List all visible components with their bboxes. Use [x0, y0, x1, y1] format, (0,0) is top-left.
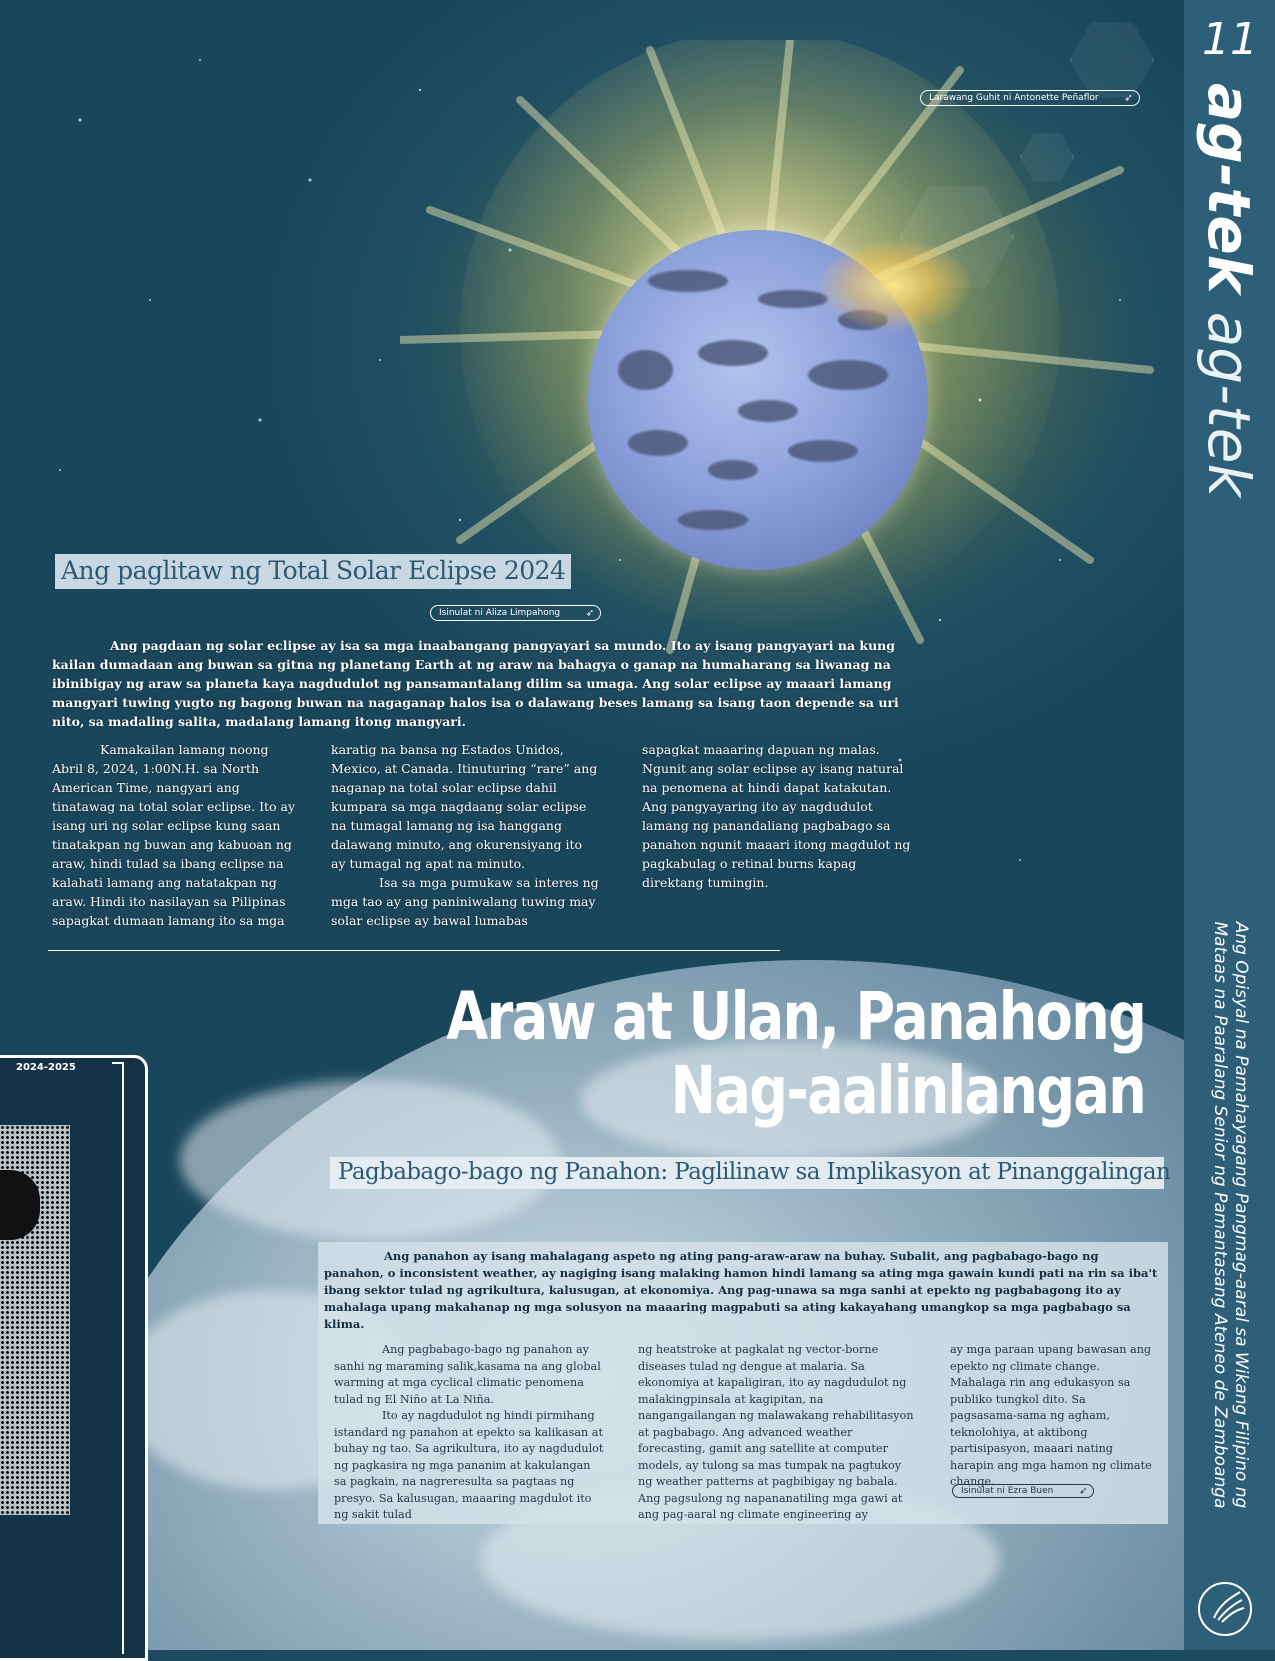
article2-col1-paragraph-a: Ang pagbabago-bago ng panahon ay sanhi ng maraming salik,kasama na ang global warming at mga cyclical climatic penomena tulad ng El Niño at La Niña.: [334, 1343, 601, 1406]
sun-flare: [820, 240, 970, 330]
article2-column-3: [950, 1342, 1156, 1491]
article2-col1-paragraph-b: Ito ay nagdudulot ng hindi pirmihang istandard ng panahon at epekto sa kalikasan at buhay ng tao. Sa agrikultura, ito ay nagdudulot ng pagkasira ng mga pananim at kakulangan sa pagkain, na nagreresulta sa pagtaas ng presyo. Sa kalusugan, maaaring magdulot ito ng sakit tulad: [334, 1409, 604, 1521]
article1-column-3: [642, 740, 912, 892]
illustration-credit-text: Larawang Guhit ni Antonette Peñaflor: [929, 93, 1099, 103]
article1-col2-paragraph-b: Isa sa mga pumukaw sa interes ng mga tao ay ang paniniwalang tuwing may solar eclipse ay bawal lumabas: [331, 875, 599, 928]
article2-byline: [952, 1484, 1094, 1498]
article2-title-line1: Araw at Ulan, Panahong: [446, 978, 1145, 1055]
bird-icon: ➶: [585, 608, 595, 619]
publication-name: Ang Opisyal na Pamahayagang Pangmag-aaral sa Wikang Filipino ng Mataas na Paaralang Senior ng Pamantasang Ateneo de Zamboanga: [1210, 921, 1251, 1509]
illustration-credit: [920, 90, 1140, 106]
article2-column-2: [638, 1342, 914, 1524]
article1-column-1: [52, 740, 300, 930]
article2-col3-paragraph: ay mga paraan upang bawasan ang epekto ng climate change. Mahalaga rin ang edukasyon sa publiko tungkol dito. Sa pagsasama-sama ng agham, teknolohiya, at aktibong partisipasyon, maaari nating harapin ang mga hamon ng climate change.: [950, 1343, 1152, 1488]
page-number: 11: [1202, 14, 1258, 65]
article1-title: Ang paglitaw ng Total Solar Eclipse 2024: [61, 556, 566, 585]
section-name: [1195, 83, 1263, 497]
publication-logo-icon: [1198, 1582, 1252, 1636]
article2-byline-text: Isinulat ni Ezra Buen: [961, 1486, 1054, 1496]
article1-title-box: [55, 554, 571, 589]
article1-col1-paragraph: Kamakailan lamang noong Abril 8, 2024, 1:00N.H. sa North American Time, nangyari ang tinatawag na total solar eclipse. Ito ay isang uri ng solar eclipse kung saan tinatakpan ng buwan ang kabuoan ng araw, hindi tulad sa ibang eclipse na kalahati lamang ang natatakpan ng araw. Hindi ito nasilayan sa Pilipinas sapagkat dumaan lamang ito sa mga: [52, 742, 296, 928]
article1-lead: Ang pagdaan ng solar eclipse ay isa sa mga inaabangang pangyayari sa mundo. Ito ay isang pangyayari na kung kailan dumadaan ang buwan sa gitna ng planetang Earth at ng araw na bahagya o ganap na humaharang sa liwanag na ibinibigay ng araw sa planeta kaya nagdudulot ng pansamantalang dilim sa umaga. Ang solar eclipse ay maaari lamang mangyari tuwing yugto ng bagong buwan na nagaganap halos isa o dalawang beses lamang sa isang taon depende sa uri nito, sa madaling salita, madalang lamang itong mangyari.: [52, 638, 899, 729]
inset-year-label: 2024-2025: [16, 1062, 76, 1073]
article1-col3-paragraph: sapagkat maaaring dapuan ng malas. Ngunit ang solar eclipse ay isang natural na penomena at hindi dapat katakutan. Ang pangyayaring ito ay nagdudulot lamang ng panandaliang pagbabago sa panahon ngunit maaari itong magdulot ng pagkabulag o retinal burns kapag direktang tumingin.: [642, 742, 911, 890]
article2-lead: Ang panahon ay isang mahalagang aspeto ng ating pang-araw-araw na buhay. Subalit, ang pagbabago-bago ng panahon, o inconsistent weather, ay nagiging isang malaking hamon hindi lamang sa ating mga gawain kundi pati na rin sa iba't ibang sektor tulad ng agrikultura, kalusugan, at ekonomiya. Ang pag-unawa sa mga sanhi at epekto ng pagbabagong ito ay mahalaga upang makahanap ng mga solusyon na maaaring magpabuti sa ating kakayahang umangkop sa mga pagbabago sa klima.: [324, 1249, 1158, 1331]
section-name-light: ag-tek: [1195, 311, 1263, 498]
article1-byline-text: Isinulat ni Aliza Limpahong: [439, 608, 561, 618]
bird-icon: ➶: [1124, 93, 1133, 104]
divider-line: [48, 950, 780, 951]
article1-byline: [430, 605, 601, 621]
article2-title-line2: Nag-aalinlangan: [670, 1052, 1145, 1129]
inset-frame-line: [112, 1062, 124, 1654]
article2-col2-paragraph: ng heatstroke at pagkalat ng vector-borne diseases tulad ng dengue at malaria. Sa ekonomiya at kapaligiran, ito ay nagdudulot ng malakingpinsala at kagipitan, na nangangailangan ng malawakang rehabilitasyon at pagbabago. Ang advanced weather forecasting, gamit ang satellite at computer models, ay tulong sa mas tumpak na pagtukoy ng weather patterns at pagbibigay ng babala. Ang pagsulong ng napananatiling mga gawi at ang pag-aaral ng climate engineering ay: [638, 1343, 914, 1521]
article2-subtitle-box: [330, 1157, 1171, 1189]
article2-title: [446, 980, 1145, 1128]
section-name-bold: ag-tek: [1195, 82, 1263, 294]
article2-subtitle: Pagbabago-bago ng Panahon: Paglilinaw sa Implikasyon at Pinanggalingan: [338, 1159, 1171, 1185]
article2-column-1: [334, 1342, 606, 1524]
bird-icon: ➶: [1078, 1486, 1088, 1497]
article1-column-2: [331, 740, 599, 930]
article1-col2-paragraph-a: karatig na bansa ng Estados Unidos, Mexico, at Canada. Itinuturing “rare” ang naganap na total solar eclipse dahil kumpara sa mga nagdaang solar eclipse na tumagal lamang ng isa hanggang dalawang minuto, ang okurensiyang ito ay tumagal ng apat na minuto.: [331, 742, 598, 871]
